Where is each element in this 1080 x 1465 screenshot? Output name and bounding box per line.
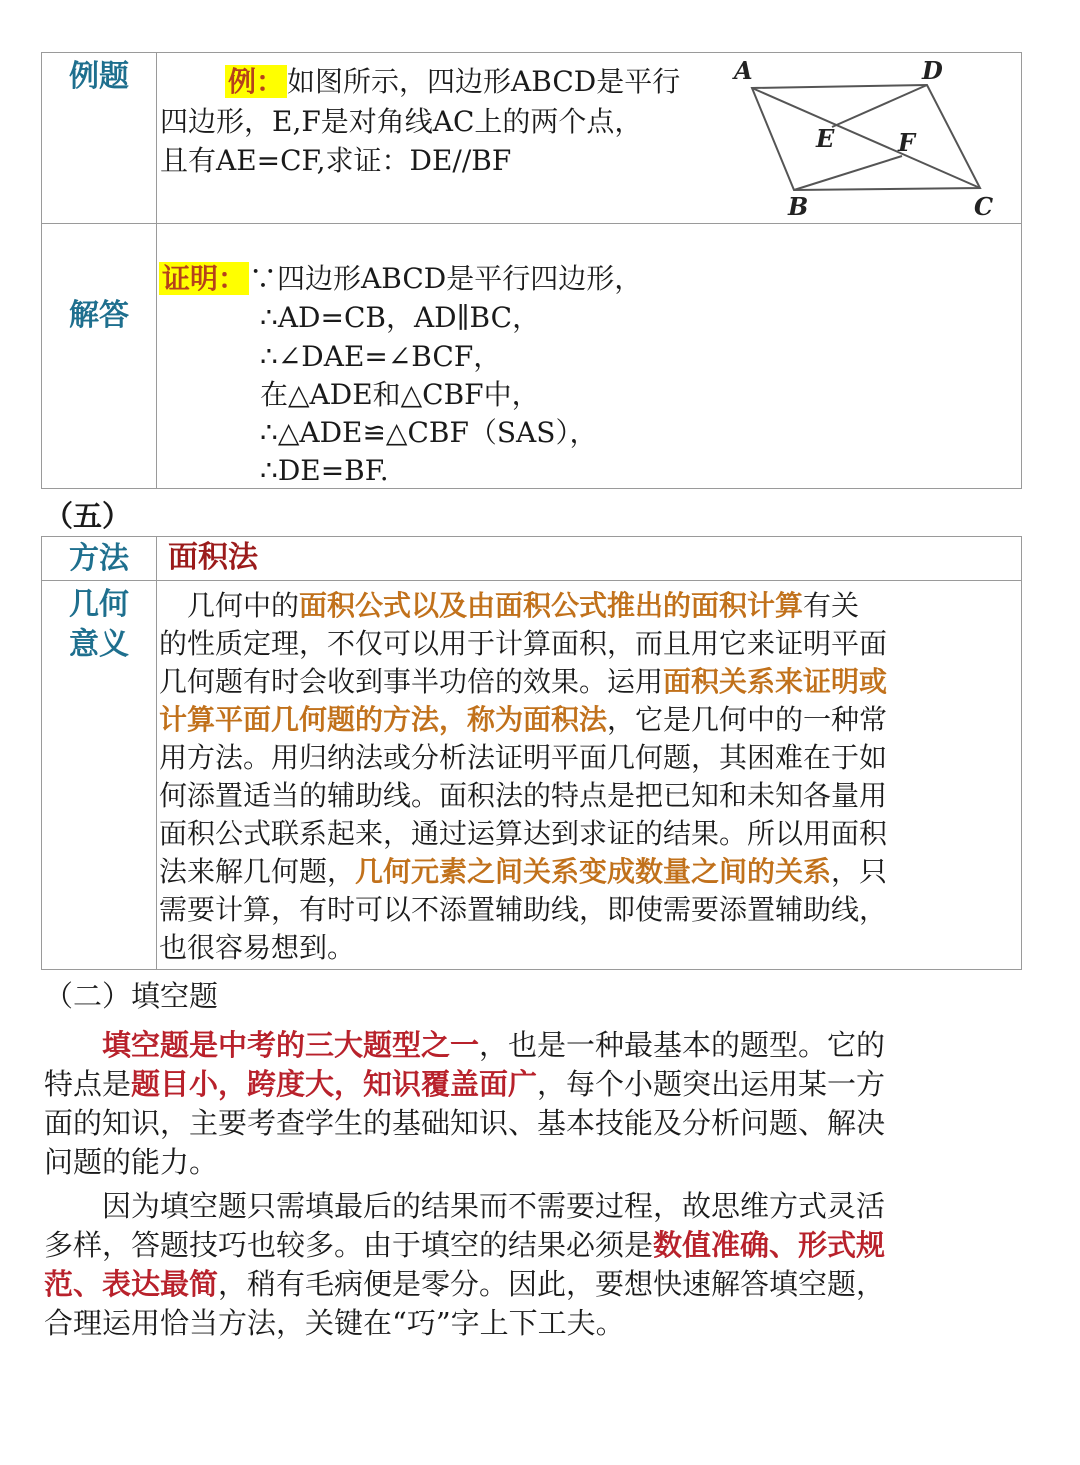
proof-line: ∴DE=BF. [260,454,389,487]
text-line [44,1104,885,1143]
highlighted-text: 填空题是中考的三大题型之一 [102,1028,480,1062]
proof-line-first [159,260,642,298]
text-line [159,587,859,625]
body-text: 问题的能力。 [44,1145,219,1179]
method-row [42,537,1021,580]
body-text: 合理运用恰当方法，关键在“巧”字上下工夫。 [44,1306,625,1340]
fill-blank-heading: （二）填空题 [44,979,219,1013]
body-text: 也很容易想到。 [159,931,356,964]
point-a-label: A [734,56,753,85]
highlighted-text: 面积公式以及由面积公式推出的面积计算 [299,589,804,622]
segment-bf [794,156,902,190]
body-text: 需要计算，有时可以不添置辅助线，即使需要添置辅助线， [159,893,888,926]
method-value: 面积法 [168,540,258,575]
point-d-label: D [922,56,943,85]
example-tag: 例： [225,65,287,98]
body-text: 面积公式联系起来，通过运算达到求证的结果。所以用面积 [159,817,888,850]
proof-line: ∴△ADE≌△CBF（SAS）， [260,416,598,449]
example-label: 例题 [69,59,129,94]
highlighted-text: 题目小，跨度大，知识覆盖面广 [131,1067,538,1101]
example-line-3: 且有AE=CF,求证：DE//BF [160,144,512,177]
body-text: 的性质定理，不仅可以用于计算面积，而且用它来证明平面 [159,627,888,660]
body-text: 多样，答题技巧也较多。由于填空的结果必须是 [44,1228,654,1262]
text-line [44,1143,218,1182]
text-line [44,1026,885,1065]
answer-row [42,223,1021,490]
body-text: 因为填空题只需填最后的结果而不需要过程，故思维方式灵活 [44,1189,886,1223]
parallelogram-figure [732,53,1032,223]
body-text: 几何题有时会收到事半功倍的效果。运用 [159,665,664,698]
text-line [159,853,887,891]
proof-text-first: ∵四边形ABCD是平行四边形， [249,262,643,295]
text-line [44,1304,625,1343]
proof-line: ∴AD=CB，AD∥BC， [260,301,541,334]
proof-line: ∴∠DAE=∠BCF， [260,340,502,373]
point-c-label: C [974,192,994,221]
segment-de [832,85,927,127]
body-text: 几何中的 [159,589,300,622]
meaning-row [42,580,1021,971]
highlighted-text: 范、表达最简 [44,1267,219,1301]
point-e-label: E [816,124,835,153]
example-line-2: 四边形，E,F是对角线AC上的两个点， [160,105,643,138]
body-text: 有关 [803,589,860,622]
body-text [44,1028,102,1062]
highlighted-text: 几何元素之间关系变成数量之间的关系 [355,855,832,888]
point-b-label: B [788,192,809,221]
text-line [44,1226,885,1265]
meaning-label-2: 意义 [69,627,129,662]
text-line [44,1065,885,1104]
proof-tag: 证明： [159,262,249,295]
example-text-1: 如图所示，四边形ABCD是平行 [287,65,681,98]
body-text: 特点是 [44,1067,132,1101]
highlighted-text: 面积关系来证明或 [663,665,888,698]
text-line [159,891,887,929]
text-line [159,929,355,967]
proof-line: 在△ADE和△CBF中， [260,378,540,411]
text-line [44,1265,885,1304]
example-table [41,52,1022,489]
body-text: 面的知识，主要考查学生的基础知识、基本技能及分析问题、解决 [44,1106,886,1140]
body-text: 用方法。用归纳法或分析法证明平面几何题，其困难在于如 [159,741,888,774]
body-text: ，它是几何中的一种常 [607,703,888,736]
text-line [159,739,887,777]
example-row [42,53,1021,223]
text-line [159,815,887,853]
text-line [159,777,887,815]
answer-label: 解答 [69,298,129,333]
body-text: ，只 [831,855,888,888]
body-text: 法来解几何题， [159,855,356,888]
text-line [159,625,887,663]
text-line [159,701,887,739]
method-table [41,536,1022,970]
text-line [44,1187,885,1226]
body-text: ，稍有毛病便是零分。因此，要想快速解答填空题， [218,1267,886,1301]
body-text: ，每个小题突出运用某一方 [537,1067,886,1101]
body-text: 何添置适当的辅助线。面积法的特点是把已知和未知各量用 [159,779,888,812]
text-line [159,663,887,701]
example-line-1 [225,63,680,101]
highlighted-text: 计算平面几何题的方法，称为面积法 [159,703,608,736]
method-label: 方法 [69,541,129,576]
section-five-heading: （五） [44,499,132,533]
highlighted-text: 数值准确、形式规 [653,1228,886,1262]
body-text: ，也是一种最基本的题型。它的 [479,1028,886,1062]
meaning-label-1: 几何 [69,587,129,622]
point-f-label: F [898,128,916,157]
